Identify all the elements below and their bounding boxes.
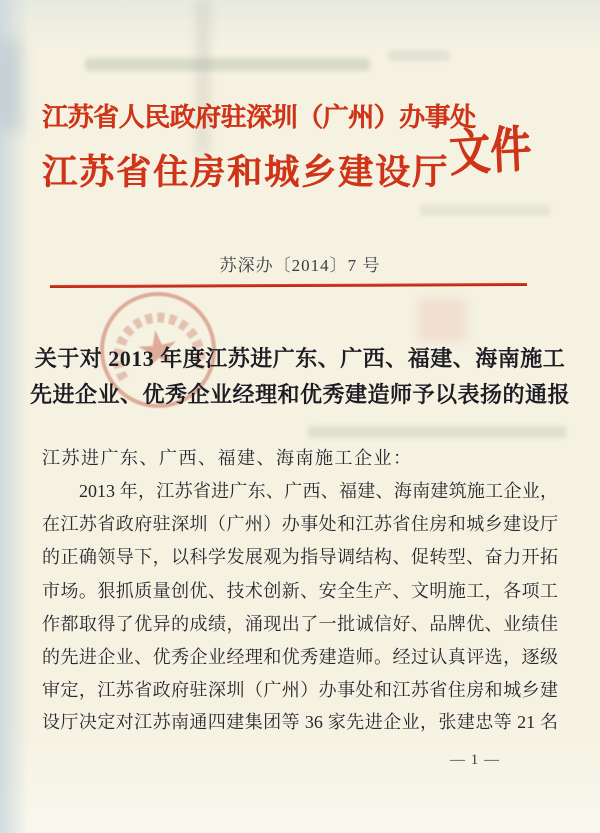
body-text-line: 在江苏省政府驻深圳（广州）办事处和江苏省住房和城乡建设厅 (42, 514, 558, 534)
letterhead-org-line2: 江苏省住房和城乡建设厅 (42, 153, 450, 192)
stamp-bleedthrough-smudge (418, 298, 466, 342)
letterhead-doc-type: 文件 (447, 120, 533, 182)
body-text-line: 设厅决定对江苏南通四建集团等 36 家先进企业，张建忠等 21 名 (42, 712, 558, 732)
page-number: — 1 — (450, 752, 500, 768)
body-text-line: 的先进企业、优秀企业经理和优秀建造师。经过认真评选，逐级 (42, 647, 558, 667)
bleedthrough-smudge (308, 426, 566, 438)
body-text-line: 的正确领导下，以科学发展观为指导调结构、促转型、奋力开拓 (42, 547, 558, 567)
body-text-line: 审定，江苏省政府驻深圳（广州）办事处和江苏省住房和城乡建 (42, 680, 558, 700)
bleedthrough-smudge (85, 58, 370, 71)
letterhead-org-line1: 江苏省人民政府驻深圳（广州）办事处 (42, 103, 476, 132)
body-text-line: 作都取得了优异的成绩，涌现出了一批诚信好、品牌优、业绩佳 (42, 614, 558, 634)
body-text-line: 2013 年，江苏省进广东、广西、福建、海南建筑施工企业， (79, 481, 558, 501)
body-text-line: 市场。狠抓质量创优、技术创新、安全生产、文明施工，各项工 (42, 581, 558, 601)
document-title-line1: 关于对 2013 年度江苏进广东、广西、福建、海南施工 (34, 346, 566, 371)
red-divider-rule (50, 283, 527, 288)
scan-corner-shadow (0, 40, 22, 130)
salutation: 江苏进广东、广西、福建、海南施工企业： (42, 448, 413, 468)
document-title-line2: 先进企业、优秀企业经理和优秀建造师予以表扬的通报 (29, 382, 570, 407)
bleedthrough-smudge (420, 205, 550, 216)
document-number: 苏深办〔2014〕7 号 (219, 256, 381, 275)
bleedthrough-smudge (388, 50, 450, 61)
